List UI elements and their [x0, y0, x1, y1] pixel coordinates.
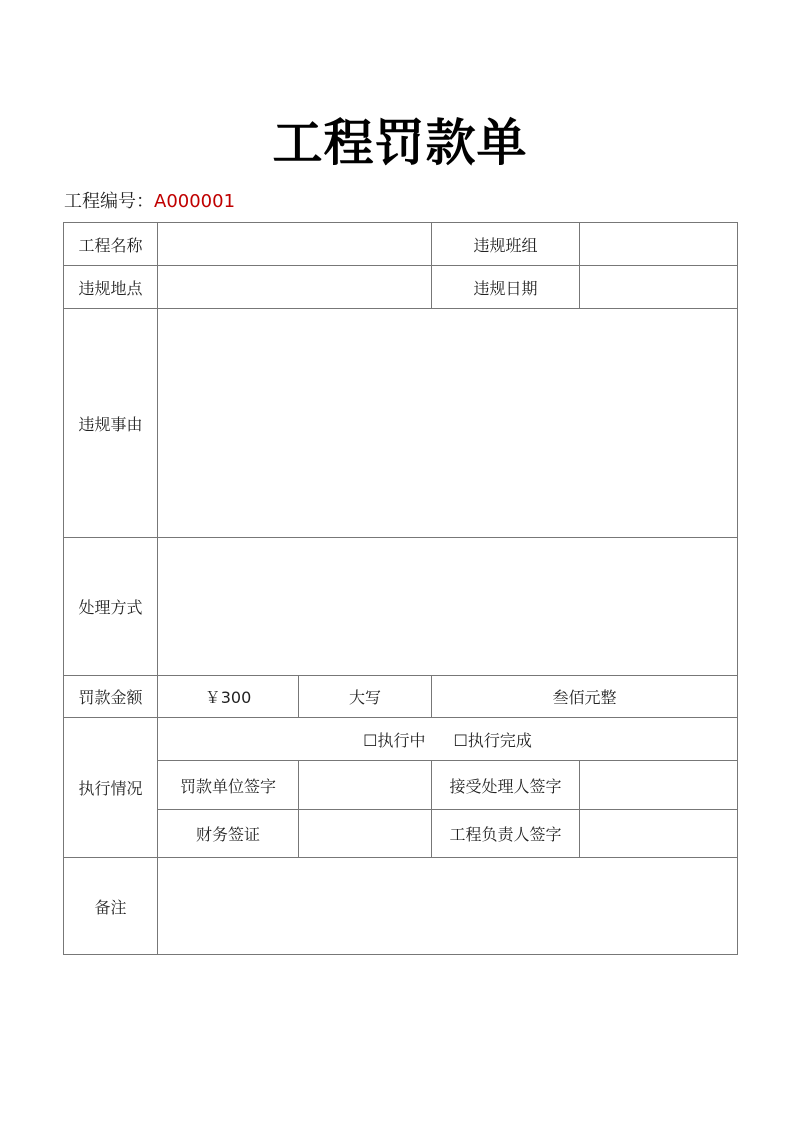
receiver-sign-label: 接受处理人签字 [432, 761, 580, 810]
fine-amount-label: 罚款金额 [64, 676, 158, 718]
execution-status-label: 执行情况 [64, 718, 158, 858]
table-row [64, 718, 738, 761]
finance-sign-field[interactable] [299, 810, 432, 858]
checkbox-completed[interactable]: ☐执行完成 [453, 730, 532, 750]
violation-date-label: 违规日期 [432, 266, 580, 309]
violation-team-field[interactable] [580, 223, 738, 266]
project-manager-sign-field[interactable] [580, 810, 738, 858]
fining-unit-sign-label: 罚款单位签字 [158, 761, 299, 810]
checkbox-in-progress[interactable]: ☐执行中 [363, 730, 426, 750]
violation-team-label: 违规班组 [432, 223, 580, 266]
violation-reason-label: 违规事由 [64, 309, 158, 538]
table-row [64, 309, 738, 538]
handling-method-field[interactable] [158, 538, 738, 676]
finance-sign-label: 财务签证 [158, 810, 299, 858]
handling-method-label: 处理方式 [64, 538, 158, 676]
receiver-sign-field[interactable] [580, 761, 738, 810]
uppercase-amount-value: 叁佰元整 [432, 676, 738, 718]
table-row [64, 810, 738, 858]
table-row [64, 761, 738, 810]
project-code-value: A000001 [154, 191, 236, 212]
execution-status-options [158, 718, 738, 761]
table-row [64, 223, 738, 266]
page-title: 工程罚款单 [272, 114, 528, 172]
project-name-field[interactable] [158, 223, 432, 266]
violation-location-label: 违规地点 [64, 266, 158, 309]
violation-reason-field[interactable] [158, 309, 738, 538]
remarks-label: 备注 [64, 858, 158, 955]
table-row [64, 538, 738, 676]
table-row [64, 676, 738, 718]
fine-form-table [63, 222, 738, 955]
violation-date-field[interactable] [580, 266, 738, 309]
project-name-label: 工程名称 [64, 223, 158, 266]
violation-location-field[interactable] [158, 266, 432, 309]
fine-amount-value: ￥300 [158, 676, 299, 718]
uppercase-label: 大写 [299, 676, 432, 718]
project-code-label: 工程编号： [64, 191, 154, 212]
project-code-line [64, 189, 235, 215]
table-row [64, 266, 738, 309]
project-manager-sign-label: 工程负责人签字 [432, 810, 580, 858]
table-row [64, 858, 738, 955]
remarks-field[interactable] [158, 858, 738, 955]
fining-unit-sign-field[interactable] [299, 761, 432, 810]
